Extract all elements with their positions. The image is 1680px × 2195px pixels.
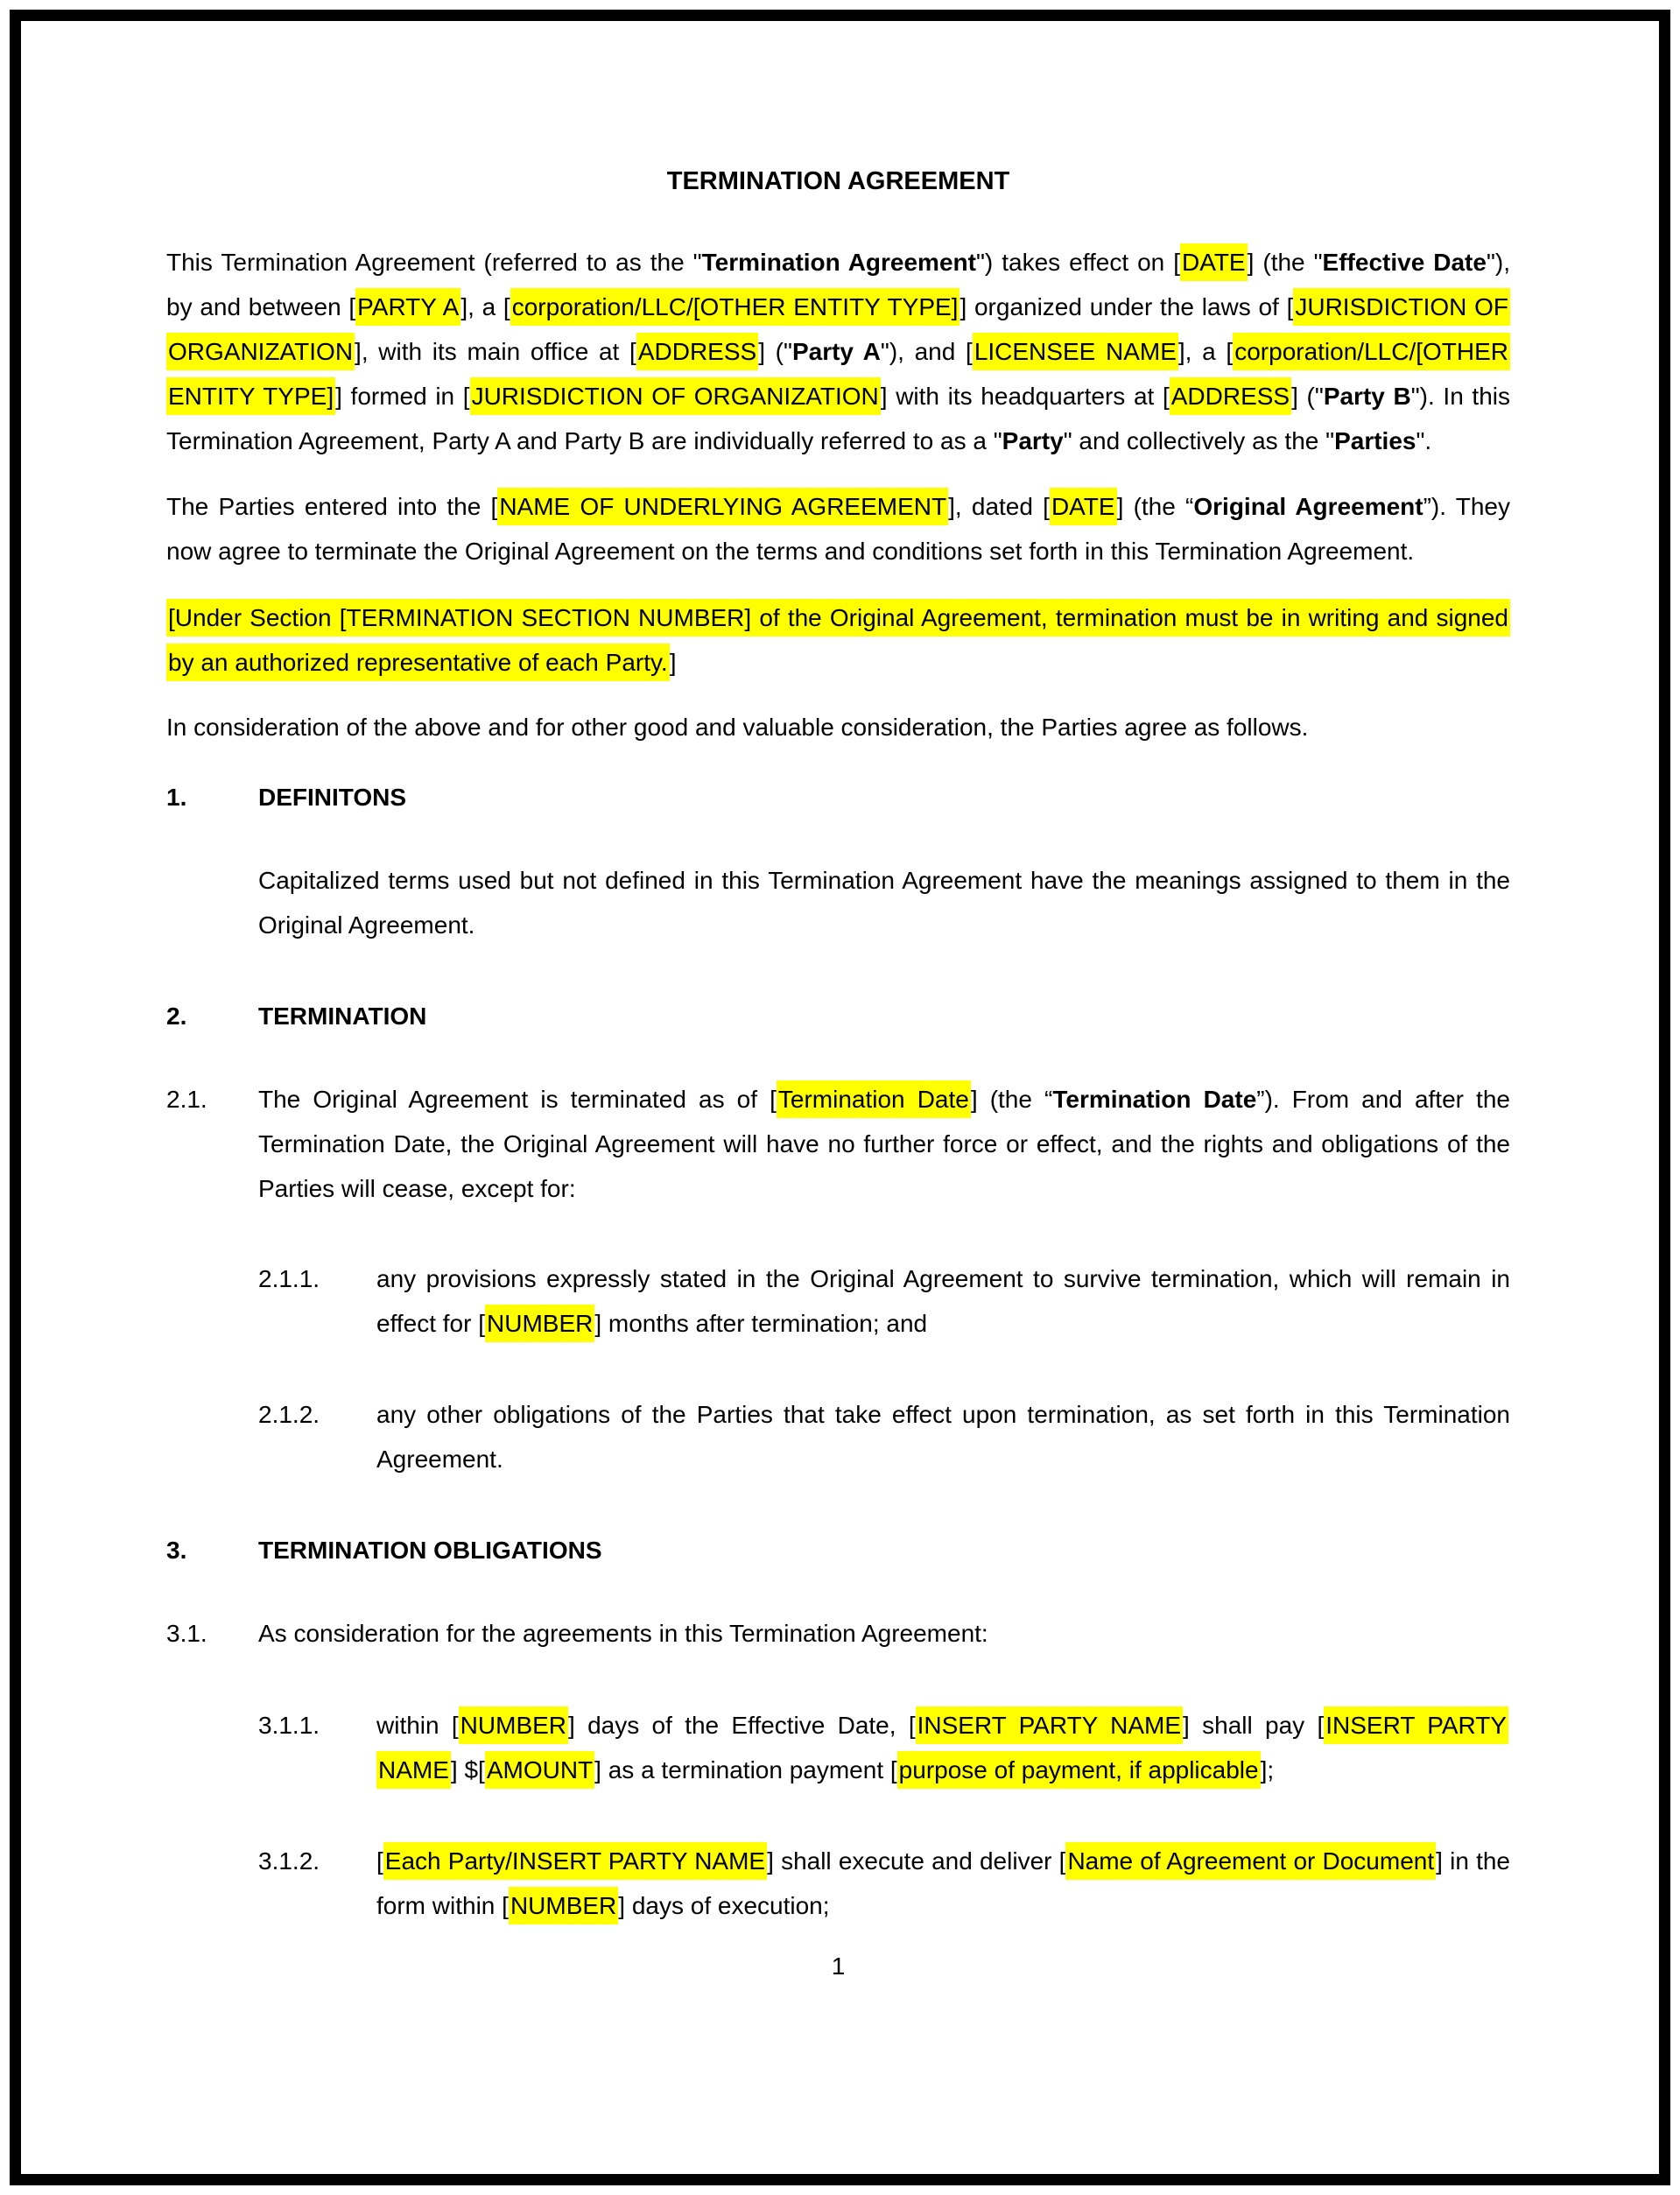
text-run: As consideration for the agreements in this Termination Agreement: [258, 1620, 988, 1647]
defined-term: Parties [1334, 427, 1416, 454]
text-run: In consideration of the above and for other good and valuable consideration, the Parties agree as follows. [166, 714, 1309, 741]
clause-2-1-number: 2.1. [166, 1086, 207, 1113]
page-number: 1 [831, 1952, 846, 1980]
placeholder-highlight: Name of Agreement or Document [1065, 1842, 1436, 1880]
clause-2-1 [166, 1077, 1510, 1211]
clause-3-1-1 [166, 1703, 1510, 1792]
text-run: ] days of the Effective Date, [ [568, 1712, 916, 1739]
placeholder-highlight: ADDRESS [636, 333, 758, 370]
clause-3-1-1-number: 3.1.1. [258, 1712, 320, 1739]
underlying-agreement-paragraph-text [166, 484, 1510, 573]
clause-3-1-2-text [376, 1839, 1510, 1928]
text-run: ] [669, 649, 677, 676]
underlying-agreement-paragraph [166, 484, 1510, 573]
text-run: ". [1416, 427, 1432, 454]
text-run: ] days of execution; [618, 1892, 830, 1919]
clause-3-1-number: 3.1. [166, 1620, 207, 1647]
text-run: ] shall pay [ [1183, 1712, 1325, 1739]
clause-3-1-1-text [376, 1703, 1510, 1792]
text-run: ] organized under the laws of [ [959, 293, 1294, 320]
text-run: "). In this Termination Agreement, Party A and Party B are individually referred to as a " [166, 383, 1510, 454]
placeholder-highlight: ADDRESS [1170, 377, 1291, 415]
placeholder-highlight: AMOUNT [485, 1751, 594, 1789]
clause-2-1-1-text [376, 1256, 1510, 1346]
text-run: ] (" [758, 338, 792, 365]
section-3-heading [166, 1528, 1510, 1572]
text-run: ]; [1260, 1756, 1275, 1783]
defined-term: Party A [791, 338, 881, 365]
clause-2-1-2 [166, 1392, 1510, 1481]
text-run: any other obligations of the Parties that take effect upon termination, as set forth in this Termination Agreement. [376, 1401, 1510, 1473]
placeholder-highlight: JURISDICTION OF ORGANIZATION [470, 377, 881, 415]
text-run: The Original Agreement is terminated as of [ [258, 1086, 777, 1113]
text-run: ") takes effect on [ [975, 249, 1180, 276]
section-3-heading-number: 3. [166, 1537, 187, 1564]
placeholder-highlight: Termination Date [777, 1080, 971, 1118]
text-run: ] with its headquarters at [ [880, 383, 1170, 410]
section-1-heading-number: 1. [166, 784, 187, 811]
placeholder-highlight: NUMBER [459, 1706, 568, 1744]
defined-term: Termination Agreement [701, 249, 976, 276]
placeholder-highlight: JURISDICTION OF ORGANIZATION [166, 288, 1510, 370]
text-run: "), and [ [880, 338, 973, 365]
clause-3-1 [166, 1611, 1510, 1656]
clause-2-1-2-number: 2.1.2. [258, 1401, 320, 1428]
page-border-frame [10, 10, 1670, 2185]
placeholder-highlight: DATE [1050, 488, 1117, 525]
defined-term: Termination Date [1052, 1086, 1257, 1113]
text-run: ], a [ [460, 293, 510, 320]
section-1-heading-text [258, 775, 1510, 820]
section-1-heading [166, 775, 1510, 820]
placeholder-highlight: INSERT PARTY NAME [916, 1706, 1183, 1744]
text-run: "), by and between [ [166, 249, 1510, 320]
text-run: ], with its main office at [ [355, 338, 636, 365]
text-run: TERMINATION OBLIGATIONS [258, 1537, 602, 1564]
clause-3-1-2-number: 3.1.2. [258, 1847, 320, 1875]
section-3-heading-text [258, 1528, 1510, 1572]
text-run: ] formed in [ [335, 383, 470, 410]
placeholder-highlight: Each Party/INSERT PARTY NAME [383, 1842, 767, 1880]
document-title: TERMINATION AGREEMENT [666, 167, 1010, 195]
text-run: ”). From and after the Termination Date, the Original Agreement will have no further force or effect, and the rights and obligations of the Parties will cease, except for: [258, 1086, 1510, 1202]
text-run: DEFINITONS [258, 784, 407, 811]
text-run: TERMINATION [258, 1003, 427, 1030]
clause-2-1-text [258, 1077, 1510, 1211]
clause-3-1-text [258, 1611, 1510, 1656]
section-1-body [258, 858, 1510, 947]
placeholder-highlight: NAME OF UNDERLYING AGREEMENT [497, 488, 948, 525]
section-1-body-text [258, 858, 1510, 947]
placeholder-highlight: PARTY A [355, 288, 460, 326]
text-run: ] (the " [1247, 249, 1323, 276]
text-run: ], a [ [1177, 338, 1234, 365]
text-run: ] as a termination payment [ [594, 1756, 897, 1783]
text-run: ] months after termination; and [594, 1310, 928, 1337]
placeholder-highlight: NUMBER [485, 1305, 594, 1342]
section-2-heading [166, 994, 1510, 1038]
text-run: ] (the “ [970, 1086, 1053, 1113]
termination-requirement-paragraph [166, 595, 1510, 685]
text-run: The Parties entered into the [ [166, 493, 498, 520]
text-run: any provisions expressly stated in the Original Agreement to survive termination, which will remain in effect for [ [376, 1265, 1510, 1337]
text-run: ] (" [1291, 383, 1324, 410]
text-run: ] (the “ [1116, 493, 1194, 520]
intro-paragraph [166, 240, 1510, 463]
placeholder-highlight: corporation/LLC/[OTHER ENTITY TYPE] [510, 288, 960, 326]
text-run: ] in the form within [ [376, 1847, 1510, 1919]
section-2-heading-number: 2. [166, 1003, 187, 1030]
text-run: This Termination Agreement (referred to as the " [166, 249, 702, 276]
placeholder-highlight: NUMBER [509, 1887, 618, 1924]
termination-requirement-paragraph-text [166, 595, 1510, 685]
placeholder-highlight: LICENSEE NAME [973, 333, 1178, 370]
placeholder-highlight: purpose of payment, if applicable [897, 1751, 1261, 1789]
placeholder-highlight: INSERT PARTY NAME [376, 1706, 1508, 1789]
consideration-lead-paragraph [166, 705, 1510, 749]
text-run: ] $[ [450, 1756, 485, 1783]
placeholder-highlight: DATE [1180, 243, 1248, 281]
text-run: " and collectively as the " [1063, 427, 1335, 454]
defined-term: Party [1002, 427, 1064, 454]
section-2-heading-text [258, 994, 1510, 1038]
clause-3-1-2 [166, 1839, 1510, 1928]
document-blocks [166, 240, 1510, 1928]
intro-paragraph-text [166, 240, 1510, 463]
text-run: within [ [376, 1712, 459, 1739]
text-run: ] shall execute and deliver [ [767, 1847, 1066, 1875]
defined-term: Party B [1323, 383, 1411, 410]
clause-2-1-2-text [376, 1392, 1510, 1481]
text-run: ”). They now agree to terminate the Original Agreement on the terms and conditions set forth in this Termination Agreement. [166, 493, 1511, 565]
placeholder-highlight: [Under Section [TERMINATION SECTION NUMBER] of the Original Agreement, termination must be in writing and signed by an authorized representative of each Party. [166, 599, 1510, 681]
text-run: [ [376, 1847, 383, 1875]
placeholder-highlight: corporation/LLC/[OTHER ENTITY TYPE] [166, 333, 1510, 415]
text-run: ], dated [ [948, 493, 1050, 520]
defined-term: Original Agreement [1193, 493, 1423, 520]
defined-term: Effective Date [1322, 249, 1487, 276]
consideration-lead-paragraph-text [166, 705, 1510, 749]
clause-2-1-1-number: 2.1.1. [258, 1265, 320, 1292]
clause-2-1-1 [166, 1256, 1510, 1346]
text-run: Capitalized terms used but not defined in this Termination Agreement have the meanings assigned to them in the Original Agreement. [258, 867, 1510, 939]
